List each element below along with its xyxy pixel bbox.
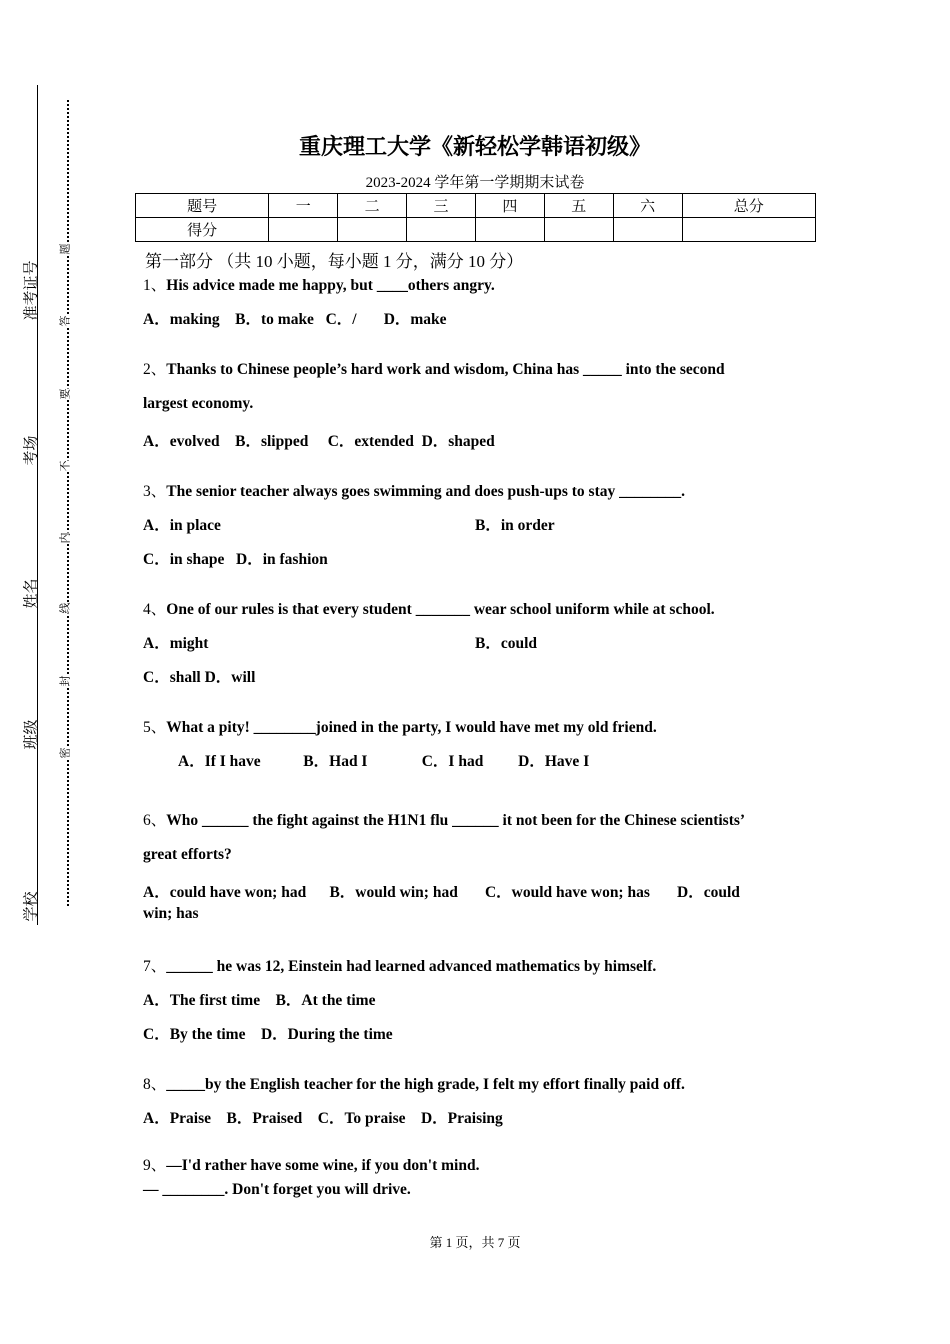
table-cell: 一 [269, 194, 338, 218]
question-text: win; has [143, 905, 199, 922]
seal-char: 不 [57, 461, 73, 472]
score-input-cell [613, 218, 682, 242]
question-line [178, 749, 589, 771]
score-input-cell [407, 218, 476, 242]
question-text: ______ he was 12, Einstein had learned advanced mathematics by himself. [166, 958, 657, 975]
question-text: A．could have won; had B．would win; had C．would have won; has D．could [143, 884, 740, 901]
label-exam-room: 考场 [23, 435, 40, 466]
question-text: A．The first time B．At the time [143, 992, 376, 1009]
question-number: 7、 [143, 958, 167, 975]
score-input-cell [544, 218, 613, 242]
table-cell: 六 [613, 194, 682, 218]
question-stem [143, 1072, 685, 1094]
question-number: 3、 [143, 483, 167, 500]
score-input-cell [682, 218, 815, 242]
question-text: A．in place [143, 517, 221, 534]
table-row [136, 194, 816, 218]
table-cell: 三 [407, 194, 476, 218]
question-line [143, 547, 328, 569]
question-text: B．in order [475, 517, 555, 534]
question-line [143, 513, 221, 535]
binding-line [37, 85, 38, 925]
table-cell: 五 [544, 194, 613, 218]
table-cell: 总分 [682, 194, 815, 218]
table-cell: 二 [338, 194, 407, 218]
label-exam-id: 准考证号 [23, 260, 40, 321]
score-input-cell [338, 218, 407, 242]
question-text: C．in shape D．in fashion [143, 551, 328, 568]
exam-title: 重庆理工大学《新轻松学韩语初级》 [298, 135, 651, 160]
question-stem [143, 715, 657, 737]
question-text: B．could [475, 635, 538, 652]
question-text: One of our rules is that every student _______ wear school uniform while at school. [166, 601, 715, 618]
question-line [143, 395, 253, 413]
score-input-cell [269, 218, 338, 242]
section-heading: 第一部分 （共 10 小题，每小题 1 分，满分 10 分） [145, 252, 524, 271]
question-text: —I'd rather have some wine, if you don't mind. [166, 1157, 480, 1174]
table-cell: 题号 [136, 194, 269, 218]
question-text: His advice made me happy, but ____others angry. [166, 277, 495, 294]
seal-char: 要 [57, 389, 73, 400]
seal-char: 封 [57, 676, 73, 687]
score-input-cell [475, 218, 544, 242]
question-number: 5、 [143, 719, 167, 736]
label-school: 学校 [23, 891, 40, 922]
page-footer: 第 1 页，共 7 页 [429, 1235, 521, 1250]
question-text: largest economy. [143, 395, 254, 412]
question-line [143, 665, 255, 687]
question-text: C．shall D．will [143, 669, 256, 686]
question-text: A．If I have B．Had I C．I had D．Have I [178, 753, 590, 770]
question-text: Thanks to Chinese people’s hard work and wisdom, China has _____ into the second [166, 361, 725, 378]
question-line [143, 1022, 393, 1044]
question-number: 6、 [143, 812, 167, 829]
question-text: — ________. Don't forget you will drive. [143, 1181, 411, 1198]
question-text: C．By the time D．During the time [143, 1026, 393, 1043]
question-stem [143, 597, 715, 619]
question-stem [143, 357, 725, 379]
question-stem [143, 273, 495, 295]
question-stem [143, 1153, 479, 1175]
question-line [143, 1181, 411, 1199]
question-line [143, 846, 232, 864]
question-line [475, 631, 537, 653]
question-line [143, 429, 495, 451]
question-text: The senior teacher always goes swimming and does push-ups to stay ________. [166, 483, 685, 500]
question-text: A．Praise B．Praised C．To praise D．Praising [143, 1110, 503, 1127]
question-number: 2、 [143, 361, 167, 378]
seal-char: 线 [57, 603, 73, 614]
question-stem [143, 479, 685, 501]
question-number: 1、 [143, 277, 167, 294]
seal-dotted-line [67, 100, 69, 906]
question-line [143, 880, 740, 902]
seal-char: 答 [57, 316, 73, 327]
seal-char: 密 [57, 748, 73, 759]
question-number: 8、 [143, 1076, 167, 1093]
label-name: 姓名 [23, 578, 40, 609]
seal-char: 题 [57, 244, 73, 255]
question-text: A．might [143, 635, 209, 652]
score-table [135, 193, 816, 242]
question-text: great efforts? [143, 846, 232, 863]
question-line [143, 307, 447, 329]
question-text: _____by the English teacher for the high grade, I felt my effort finally paid off. [166, 1076, 685, 1093]
question-line [143, 905, 199, 923]
label-class: 班级 [23, 719, 40, 750]
question-stem [143, 954, 656, 976]
question-line [143, 1106, 503, 1128]
question-text: A．making B．to make C．/ D．make [143, 311, 447, 328]
question-number: 9、 [143, 1157, 167, 1174]
question-text: What a pity! ________joined in the party, I would have met my old friend. [166, 719, 657, 736]
question-text: Who ______ the fight against the H1N1 flu ______ it not been for the Chinese scientists’ [166, 812, 746, 829]
question-line [143, 988, 375, 1010]
question-text: A．evolved B．slipped C．extended D．shaped [143, 433, 495, 450]
seal-char: 内 [57, 533, 73, 544]
question-line [475, 513, 555, 535]
table-cell: 四 [475, 194, 544, 218]
exam-subtitle: 2023-2024 学年第一学期期末试卷 [365, 175, 585, 191]
question-number: 4、 [143, 601, 167, 618]
table-row [136, 218, 816, 242]
question-line [143, 631, 208, 653]
question-stem [143, 808, 745, 830]
table-cell: 得分 [136, 218, 269, 242]
